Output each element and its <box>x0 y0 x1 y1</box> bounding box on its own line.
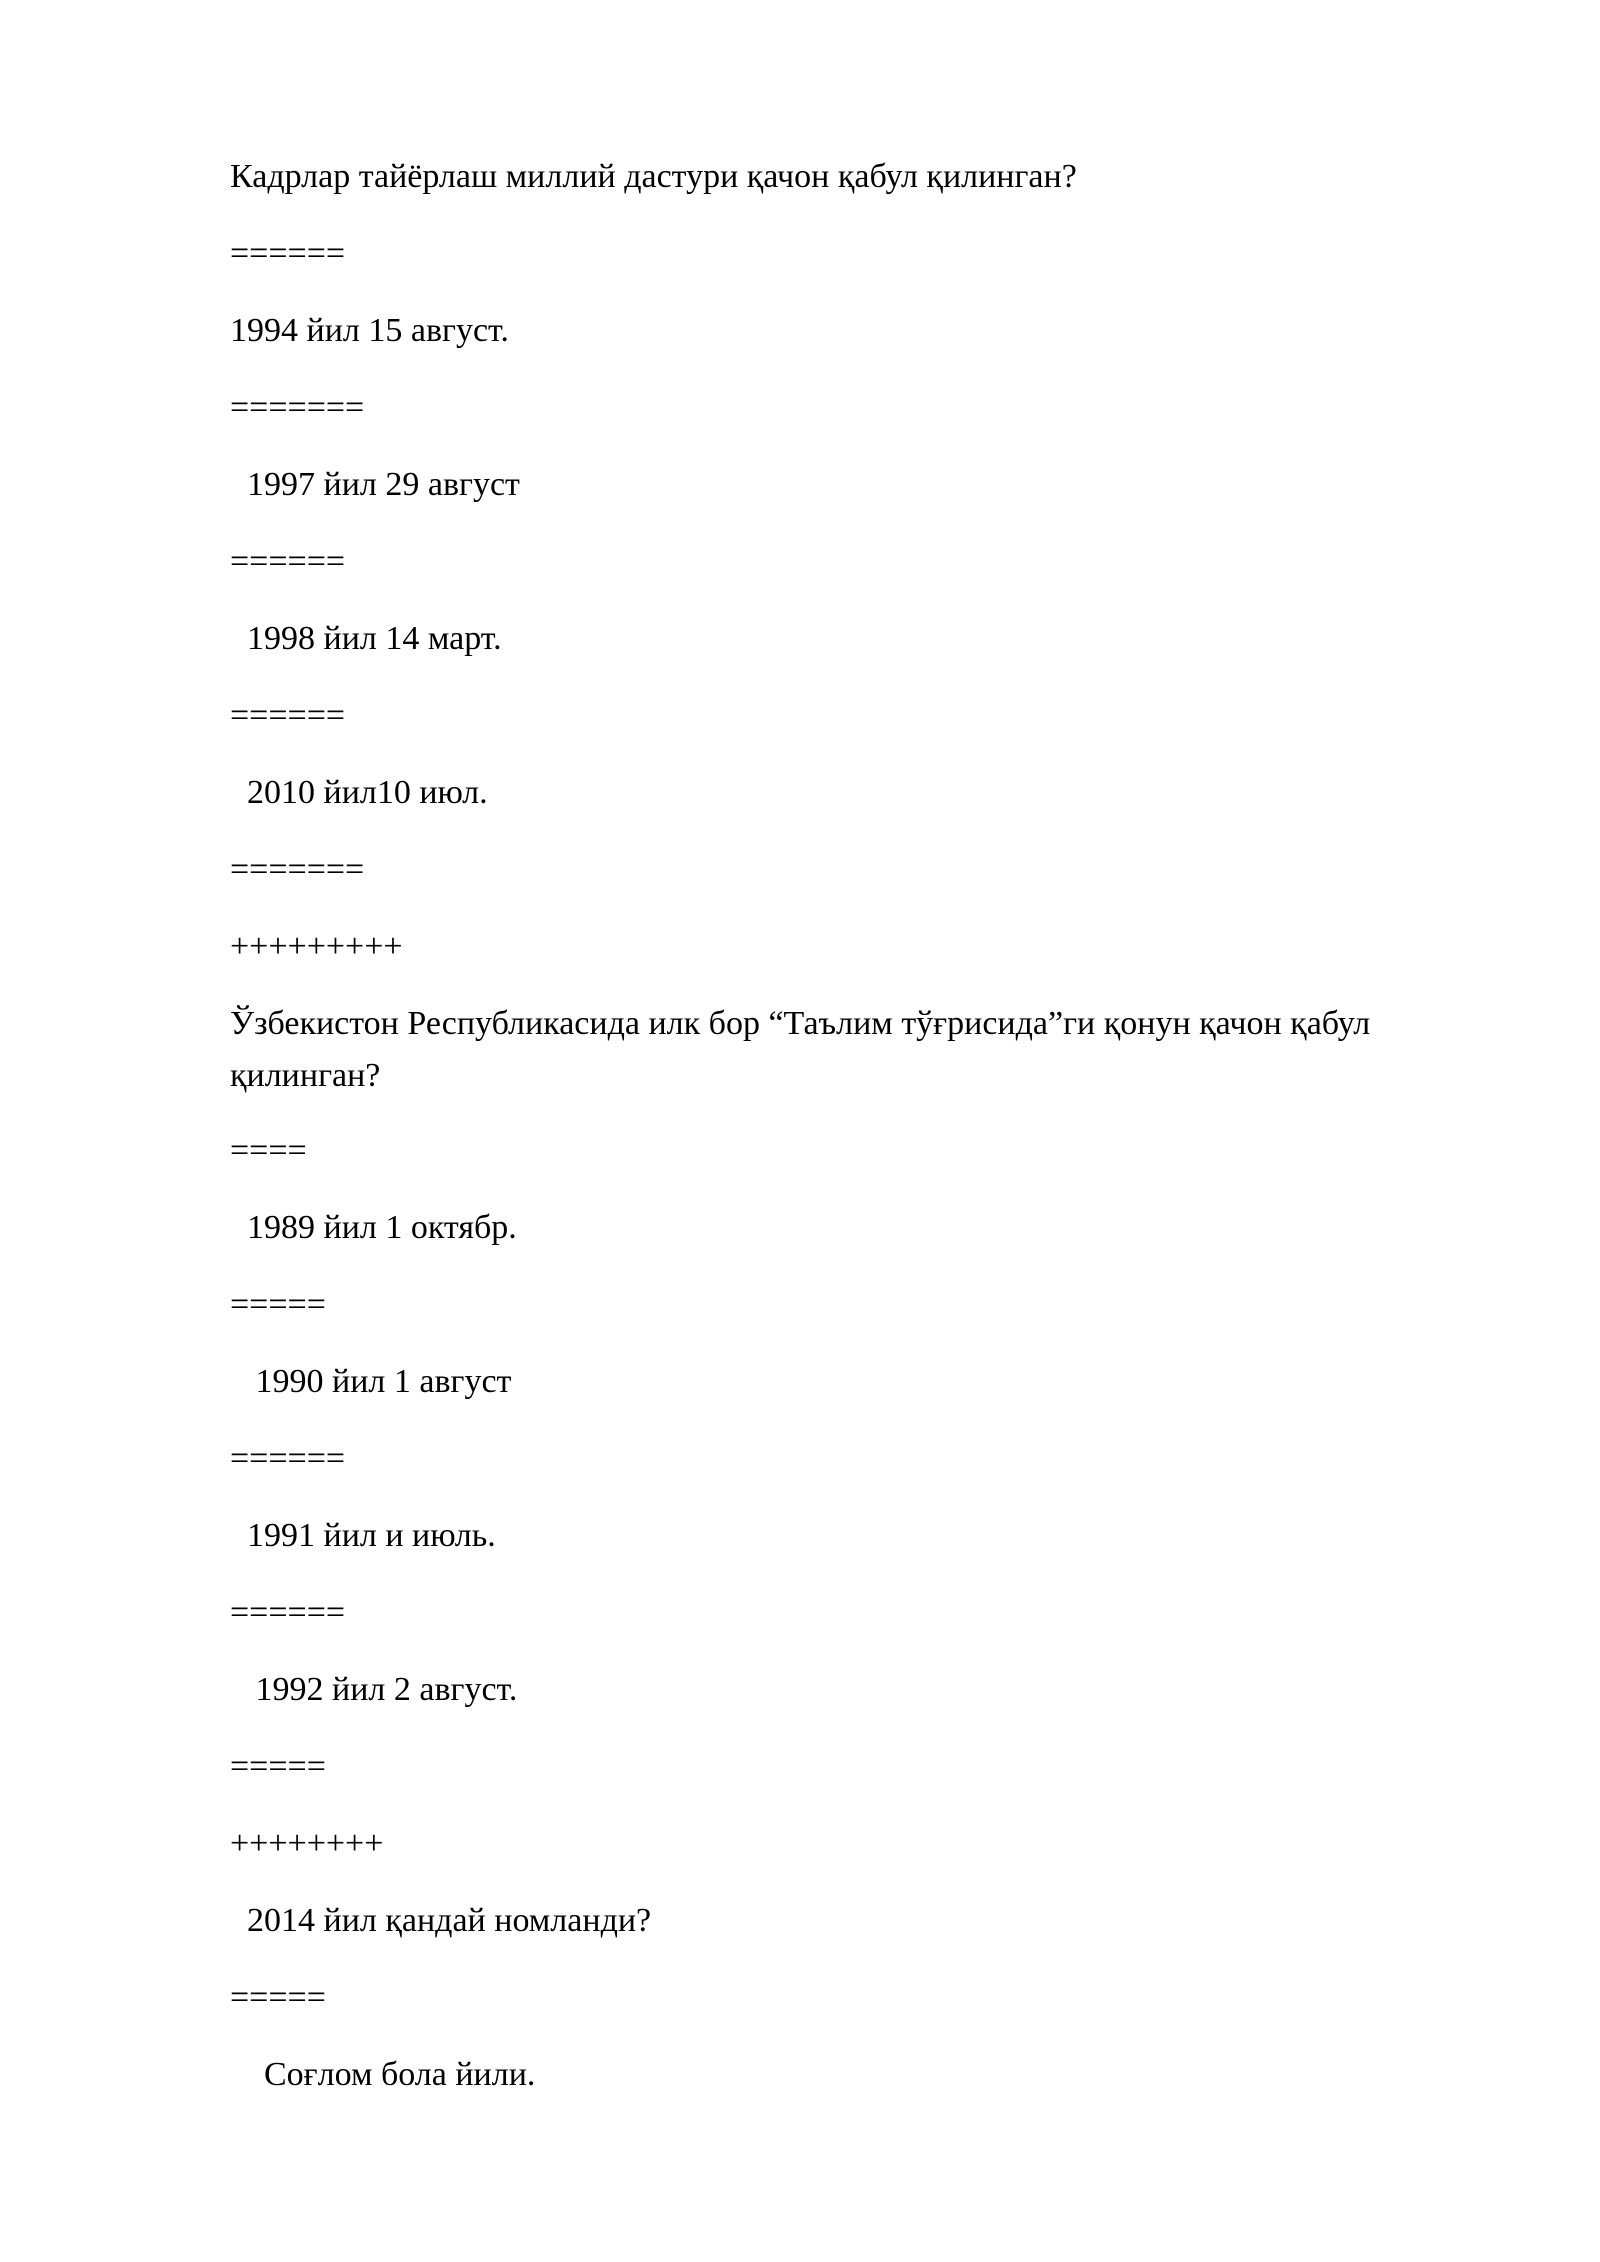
question-divider: +++++++++ <box>230 928 403 965</box>
separator: ===== <box>230 1979 326 2016</box>
answer-option: 1998 йил 14 март. <box>230 620 502 657</box>
answer-option: 1994 йил 15 август. <box>230 312 509 349</box>
question-1: Кадрлар тайёрлаш миллий дастури қачон қабул қилинган? <box>230 158 1077 195</box>
separator: ====== <box>230 235 346 272</box>
answer-option: 1991 йил и июль. <box>230 1517 496 1554</box>
separator: ===== <box>230 1286 326 1323</box>
question-divider: ++++++++ <box>230 1825 384 1862</box>
question-2: Ўзбекистон Республикасида илк бор “Таълим тўғрисида”ги қонун қачон қабул қилинган? <box>230 1005 1371 1094</box>
separator: ====== <box>230 697 346 734</box>
separator: ===== <box>230 1748 326 1785</box>
answer-option: 1989 йил 1 октябр. <box>230 1209 517 1246</box>
separator: ====== <box>230 1440 346 1477</box>
answer-option: 1997 йил 29 август <box>230 466 520 503</box>
separator: ==== <box>230 1132 307 1169</box>
answer-option: Соғлом бола йили. <box>230 2056 536 2093</box>
answer-option: 1992 йил 2 август. <box>230 1671 518 1708</box>
question-3: 2014 йил қандай номланди? <box>230 1902 652 1939</box>
separator: ======= <box>230 389 365 426</box>
separator: ====== <box>230 1594 346 1631</box>
separator: ======= <box>230 851 365 888</box>
answer-option: 2010 йил10 июл. <box>230 774 488 811</box>
separator: ====== <box>230 543 346 580</box>
answer-option: 1990 йил 1 август <box>230 1363 512 1400</box>
